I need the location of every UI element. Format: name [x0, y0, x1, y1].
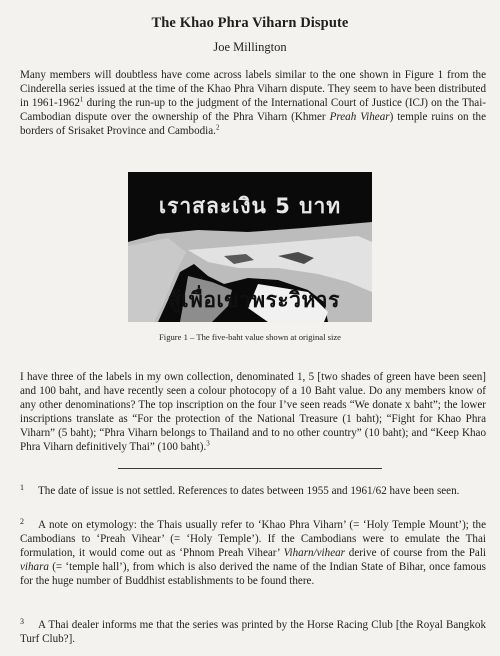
intro-text-a: Many members will doubtless have come across labels similar to the one shown in Figure 1 from the Cinderella series issued at the time of the Khao Phra Viharn dispute. They seem to have been distributed in 1961-1962 — [20, 69, 486, 110]
label-bottom-inscription: สู้เพื่อเขาพระวิหาร — [168, 288, 340, 312]
footnote-text: A Thai dealer informs me that the series was printed by the Horse Racing Club [the Royal Bangkok Turf Club?]. — [20, 619, 486, 646]
body-paragraph — [20, 370, 486, 455]
article-author: Joe Millington — [213, 40, 287, 54]
footnote-italic-2: vihara — [20, 561, 49, 574]
figure-caption: Figure 1 – The five-baht value shown at original size — [159, 332, 341, 342]
intro-text-b: during the run-up to the judgment of the International Court of Justice (ICJ) on the Thai-Cambodian dispute over the ownership of the Phra Viharn (Khmer — [20, 97, 486, 124]
footnote-number: 2 — [20, 517, 24, 526]
footnote-ref-3: 3 — [206, 439, 210, 448]
footnote-text: The date of issue is not settled. References to dates between 1955 and 1961/62 have been seen. — [38, 485, 460, 497]
footnote-ref-1: 1 — [79, 95, 84, 104]
footnote-1 — [20, 484, 486, 498]
footnote-2 — [20, 518, 486, 588]
body-text: I have three of the labels in my own collection, denominated 1, 5 [two shades of green have been seen] and 100 baht, and have recently seen a colour photocopy of a 10 Baht value. Do any members know of any other denominations? The top inscription on the four I’ve seen reads “We donate x baht”; the lower inscriptions translate as “For the protection of the National Treasure (1 baht); “Fight for Khao Phra Viharn” (5 baht); “Phra Viharn belongs to Thailand and to no other country” (10 baht); and “Keep Khao Phra Viharn definitively Thai” (100 baht). — [20, 371, 486, 454]
article-title: The Khao Phra Viharn Dispute — [151, 15, 349, 31]
footnote-text-a: A note on etymology: the Thais usually refer to ‘Khao Phra Viharn’ (= ‘Holy Temple Mount’); the Cambodians to ‘Preah Vihear’ (= ‘Holy Temple’). If the Cambodians were to emulate the Thai formulation, it would come out as ‘Phnom Preah Vihear’ — [20, 519, 486, 560]
label-figure-image — [128, 172, 372, 322]
footnote-divider — [118, 468, 382, 469]
footnote-italic-1: Viharn/vihear — [283, 547, 345, 560]
footnote-number: 3 — [20, 617, 24, 626]
footnote-text-c: (= ‘temple hall’), from which is also derived the name of the Indian State of Bihar, once famous for the huge number of Buddhist establishments to be found there. — [20, 561, 486, 588]
intro-paragraph — [20, 68, 486, 138]
intro-italic: Preah Vihear — [329, 111, 390, 124]
footnote-number: 1 — [20, 483, 24, 492]
footnote-3 — [20, 618, 486, 646]
footnote-ref-2: 2 — [215, 123, 220, 132]
label-top-inscription: เราสละเงิน 5 บาท — [158, 194, 342, 218]
footnote-text-b: derive of course from the Pali — [344, 547, 486, 560]
intro-text-c: ) temple ruins on the borders of Srisaket Province and Cambodia. — [20, 111, 487, 138]
